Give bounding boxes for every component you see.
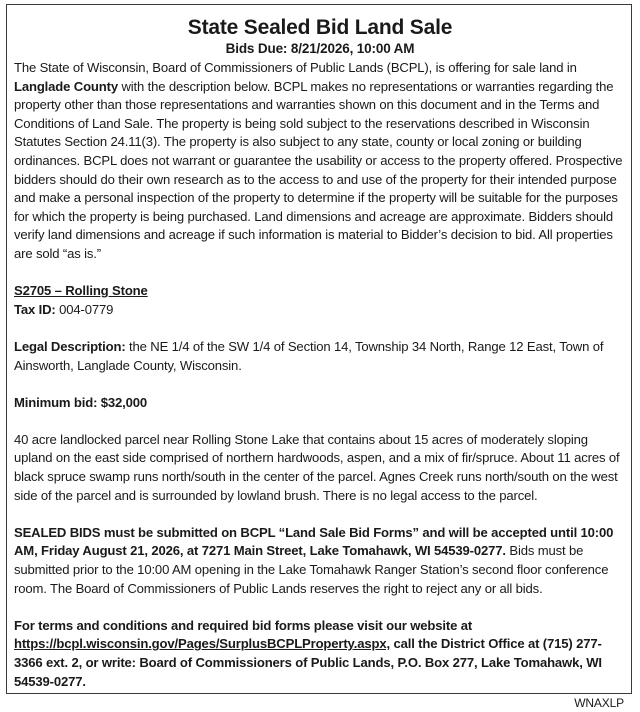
sealed-bids-bold: SEALED BIDS must be submitted on BCPL “Land Sale Bid Forms” and will be accepted until 10:00 AM, Friday August 21, 2026, at 7271 Main Street, Lake Tomahawk, WI 54539-0277. [14, 524, 614, 559]
sealed-bids-paragraph [14, 524, 626, 598]
notice-title: State Sealed Bid Land Sale [187, 16, 453, 39]
tax-id-line [14, 301, 626, 320]
bids-due-line: Bids Due: 8/21/2026, 10:00 AM [225, 41, 415, 56]
intro-text-rest: with the description below. BCPL makes no representations or warranties regarding the property other than those representations and warranties shown on this document and in the Terms and Conditions of Land Sale. The property is being sold subject to the reservations described in Wisconsin Statutes Section 24.11(3). The property is also subject to any state, county or local zoning or building ordinances. BCPL does not warrant or guarantee the usability or access to the property offered. Prospective bidders should do their own research as to the access to and use of the property for their intended purpose and make a personal inspection of the property to determine if the property will be suitable for the purposes for which the property is being purchased. Land dimensions and acreage are approximate. Bidders should verify land dimensions and acreage if such information is material to Bidder’s decision to bid. All properties are sold “as is.” [14, 78, 623, 261]
intro-text-start: The State of Wisconsin, Board of Commissioners of Public Lands (BCPL), is offering for sale land in [14, 60, 577, 75]
legal-description [14, 338, 626, 375]
footer-tag: WNAXLP [574, 696, 624, 711]
tax-id-value: 004-0779 [55, 301, 114, 317]
website-link[interactable]: https://bcpl.wisconsin.gov/Pages/SurplusBCPLProperty.aspx, [14, 636, 390, 652]
parcel-description: 40 acre landlocked parcel near Rolling Stone Lake that contains about 15 acres of moderately sloping upland on the east side comprised of northern hardwoods, aspen, and a mix of fir/spruce. About 11 acres of black spruce swamp runs north/south in the center of the parcel. Agnes Creek runs north/south on the west side of the parcel and is surrounded by lowland brush. There is no legal access to the parcel. [14, 431, 620, 503]
intro-paragraph [14, 59, 626, 264]
tax-id-label: Tax ID: [14, 301, 56, 317]
minimum-bid: Minimum bid: $32,000 [14, 394, 148, 410]
parcel-heading: S2705 – Rolling Stone [14, 283, 148, 299]
legal-description-label: Legal Description: [14, 338, 126, 354]
legal-description-text: the NE 1/4 of the SW 1/4 of Section 14, Township 34 North, Range 12 East, Town of Ainsworth, Langlade County, Wisconsin. [14, 338, 604, 373]
county-name: Langlade County [14, 78, 118, 94]
contact-text-start: For terms and conditions and required bid forms please visit our website at [14, 617, 473, 633]
contact-paragraph [14, 617, 626, 691]
notice-content [14, 16, 626, 712]
sealed-bids-text: Bids must be submitted prior to the 10:00 AM opening in the Lake Tomahawk Ranger Station’s second floor conference room. The Board of Commissioners of Public Lands reserves the right to reject any or all bids. [14, 543, 609, 596]
contact-text-rest: call the District Office at (715) 277-3366 ext. 2, or write: Board of Commissioners of Public Lands, P.O. Box 277, Lake Tomahawk, WI 54539-0277. [14, 636, 602, 689]
